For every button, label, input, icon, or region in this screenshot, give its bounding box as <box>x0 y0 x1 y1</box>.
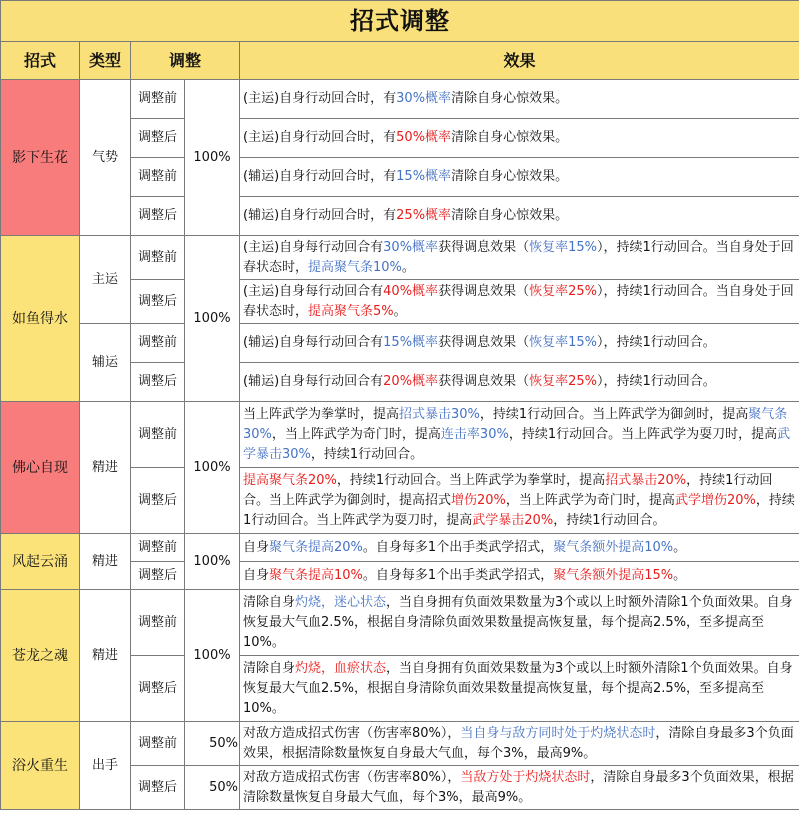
effect-text: 对敌方造成招式伤害（伤害率80%），当自身与敌方同时处于灼烧状态时，清除自身最多3个负面效果，根据清除数量恢复自身最大气血，每个3%，最高9%。 <box>240 722 799 766</box>
skill-type: 辅运 <box>80 324 131 402</box>
adjust-before-label: 调整前 <box>131 722 185 766</box>
table-row <box>1 722 799 766</box>
adjust-after-label: 调整后 <box>131 197 185 236</box>
adjust-percent: 100% <box>185 402 240 534</box>
effect-text: (主运)自身行动回合时，有30%概率清除自身心惊效果。 <box>240 80 799 119</box>
header-type: 类型 <box>80 42 131 80</box>
effect-text: 对敌方造成招式伤害（伤害率80%），当敌方处于灼烧状态时，清除自身最多3个负面效果，根据清除数量恢复自身最大气血，每个3%，最高9%。 <box>240 766 799 810</box>
adjust-percent: 50% <box>185 766 240 810</box>
adjust-after-label: 调整后 <box>131 562 185 590</box>
adjust-before-label: 调整前 <box>131 80 185 119</box>
skill-type: 精进 <box>80 534 131 590</box>
effect-text: (主运)自身每行动回合有30%概率获得调息效果（恢复率15%），持续1行动回合。当自身处于回春状态时，提高聚气条10%。 <box>240 236 799 280</box>
adjust-after-label: 调整后 <box>131 656 185 722</box>
table-row <box>1 590 799 656</box>
skill-name: 影下生花 <box>1 80 80 236</box>
effect-text: 清除自身灼烧，迷心状态，当自身拥有负面效果数量为3个或以上时额外清除1个负面效果。自身恢复最大气血2.5%，根据自身清除负面效果数量提高恢复量，每个提高2.5%，至多提高至10%。 <box>240 590 799 656</box>
header-skill: 招式 <box>1 42 80 80</box>
adjust-before-label: 调整前 <box>131 590 185 656</box>
effect-text: 自身聚气条提高20%。自身每多1个出手类武学招式，聚气条额外提高10%。 <box>240 534 799 562</box>
adjust-before-label: 调整前 <box>131 534 185 562</box>
table-title: 招式调整 <box>1 1 799 42</box>
adjust-after-label: 调整后 <box>131 468 185 534</box>
adjust-after-label: 调整后 <box>131 280 185 324</box>
effect-text: (主运)自身行动回合时，有50%概率清除自身心惊效果。 <box>240 119 799 158</box>
adjust-after-label: 调整后 <box>131 119 185 158</box>
adjust-percent: 100% <box>185 80 240 236</box>
skill-type: 主运 <box>80 236 131 324</box>
adjust-before-label: 调整前 <box>131 236 185 280</box>
adjust-before-label: 调整前 <box>131 158 185 197</box>
adjust-percent: 100% <box>185 534 240 590</box>
table-row <box>1 236 799 280</box>
adjust-after-label: 调整后 <box>131 363 185 402</box>
skill-name: 风起云涌 <box>1 534 80 590</box>
skill-name: 苍龙之魂 <box>1 590 80 722</box>
effect-text: (辅运)自身行动回合时，有15%概率清除自身心惊效果。 <box>240 158 799 197</box>
table-row <box>1 80 799 119</box>
skill-type: 精进 <box>80 590 131 722</box>
effect-text: 提高聚气条20%，持续1行动回合。当上阵武学为拳掌时，提高招式暴击20%，持续1行动回合。当上阵武学为御剑时，提高招式增伤20%，当上阵武学为奇门时，提高武学增伤20%，持续1行动回合。当上阵武学为耍刀时，提高武学暴击20%，持续1行动回合。 <box>240 468 799 534</box>
skill-name: 浴火重生 <box>1 722 80 810</box>
header-effect: 效果 <box>240 42 799 80</box>
effect-text: 清除自身灼烧，血瘀状态，当自身拥有负面效果数量为3个或以上时额外清除1个负面效果。自身恢复最大气血2.5%，根据自身清除负面效果数量提高恢复量，每个提高2.5%，至多提高至10%。 <box>240 656 799 722</box>
effect-text: (主运)自身每行动回合有40%概率获得调息效果（恢复率25%），持续1行动回合。当自身处于回春状态时，提高聚气条5%。 <box>240 280 799 324</box>
skill-name: 如鱼得水 <box>1 236 80 402</box>
adjust-percent: 50% <box>185 722 240 766</box>
adjust-before-label: 调整前 <box>131 402 185 468</box>
table-row <box>1 534 799 562</box>
effect-text: 自身聚气条提高10%。自身每多1个出手类武学招式，聚气条额外提高15%。 <box>240 562 799 590</box>
skill-name: 佛心自现 <box>1 402 80 534</box>
adjust-percent: 100% <box>185 590 240 722</box>
effect-text: (辅运)自身每行动回合有20%概率获得调息效果（恢复率25%），持续1行动回合。 <box>240 363 799 402</box>
header-adjust: 调整 <box>131 42 240 80</box>
table-row <box>1 324 799 363</box>
effect-text: (辅运)自身行动回合时，有25%概率清除自身心惊效果。 <box>240 197 799 236</box>
effect-text: 当上阵武学为拳掌时，提高招式暴击30%，持续1行动回合。当上阵武学为御剑时，提高聚气条30%，当上阵武学为奇门时，提高连击率30%，持续1行动回合。当上阵武学为耍刀时，提高武学暴击30%，持续1行动回合。 <box>240 402 799 468</box>
skill-type: 精进 <box>80 402 131 534</box>
effect-text: (辅运)自身每行动回合有15%概率获得调息效果（恢复率15%），持续1行动回合。 <box>240 324 799 363</box>
skill-type: 出手 <box>80 722 131 810</box>
table-row <box>1 402 799 468</box>
adjust-percent: 100% <box>185 236 240 402</box>
adjust-before-label: 调整前 <box>131 324 185 363</box>
skill-type: 气势 <box>80 80 131 236</box>
adjust-after-label: 调整后 <box>131 766 185 810</box>
